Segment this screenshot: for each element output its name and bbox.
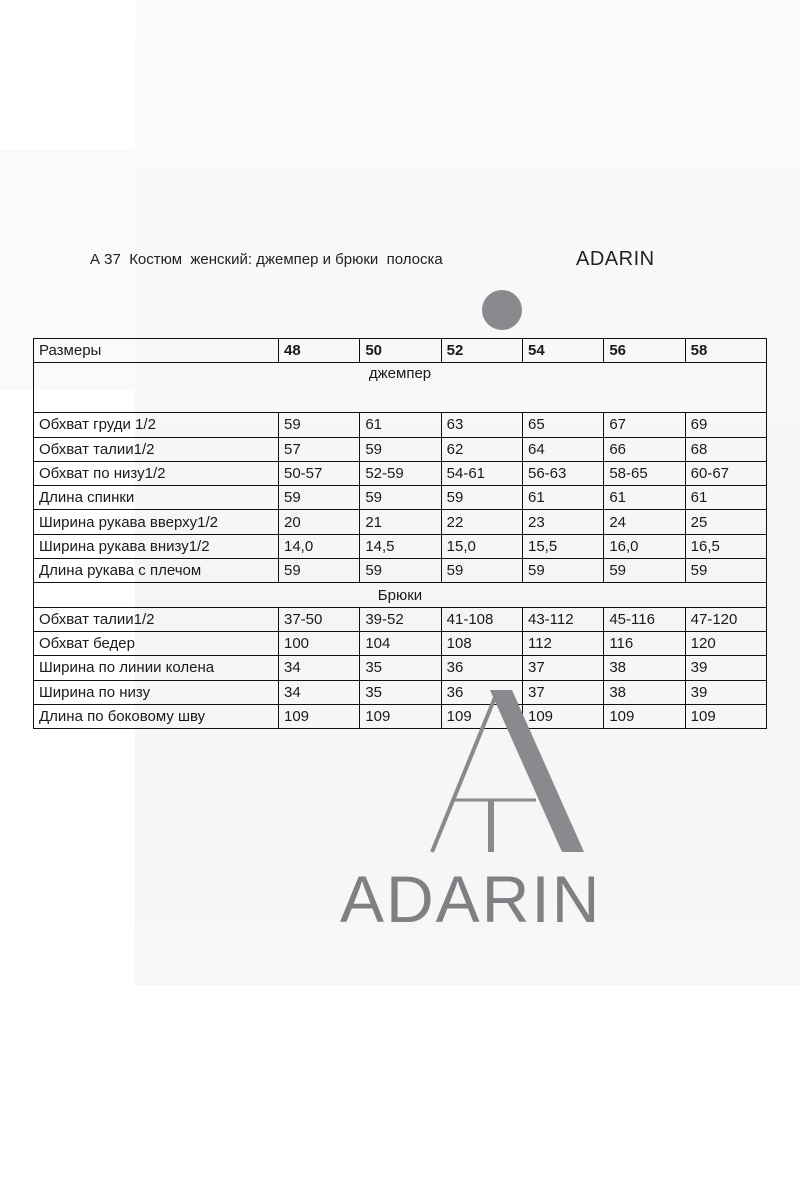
measure-value: 59 — [360, 437, 441, 461]
measure-value: 23 — [522, 510, 603, 534]
measure-value: 50-57 — [279, 461, 360, 485]
table-row — [34, 437, 767, 461]
measure-value: 66 — [604, 437, 685, 461]
logo-inner-bar — [488, 800, 494, 852]
measure-value: 45-116 — [604, 607, 685, 631]
measure-value: 56-63 — [522, 461, 603, 485]
measure-value: 62 — [441, 437, 522, 461]
measure-value: 37 — [522, 680, 603, 704]
measure-value: 108 — [441, 631, 522, 655]
measure-value: 24 — [604, 510, 685, 534]
measure-value: 15,5 — [522, 534, 603, 558]
document-header — [90, 248, 690, 272]
size-chart-table — [33, 338, 767, 729]
measure-value: 120 — [685, 631, 766, 655]
color-swatch — [482, 290, 522, 330]
measure-value: 20 — [279, 510, 360, 534]
section-title-trousers: Брюки — [34, 583, 767, 607]
measure-label: Ширина по низу — [34, 680, 279, 704]
measure-value: 25 — [685, 510, 766, 534]
measure-value: 59 — [279, 413, 360, 437]
section-row — [34, 363, 767, 413]
measure-label: Ширина рукава внизу1/2 — [34, 534, 279, 558]
measure-value: 52-59 — [360, 461, 441, 485]
size-header: 54 — [522, 339, 603, 363]
measure-value: 61 — [360, 413, 441, 437]
product-title: А 37 Костюм женский: джемпер и брюки полоска — [90, 251, 443, 268]
measure-label: Длина спинки — [34, 486, 279, 510]
measure-value: 36 — [441, 656, 522, 680]
measure-value: 104 — [360, 631, 441, 655]
measure-value: 41-108 — [441, 607, 522, 631]
measure-label: Длина по боковому шву — [34, 704, 279, 728]
measure-value: 22 — [441, 510, 522, 534]
measure-value: 100 — [279, 631, 360, 655]
table-row — [34, 559, 767, 583]
measure-value: 59 — [604, 559, 685, 583]
measure-value: 35 — [360, 656, 441, 680]
measure-value: 61 — [522, 486, 603, 510]
measure-value: 58-65 — [604, 461, 685, 485]
measure-value: 39-52 — [360, 607, 441, 631]
table-row — [34, 510, 767, 534]
measure-value: 68 — [685, 437, 766, 461]
measure-value: 39 — [685, 680, 766, 704]
measure-value: 14,0 — [279, 534, 360, 558]
measure-value: 64 — [522, 437, 603, 461]
measure-value: 109 — [604, 704, 685, 728]
measure-value: 14,5 — [360, 534, 441, 558]
measure-value: 15,0 — [441, 534, 522, 558]
brand-name: ADARIN — [576, 248, 655, 270]
measure-value: 67 — [604, 413, 685, 437]
table-row — [34, 413, 767, 437]
measure-value: 59 — [441, 486, 522, 510]
measure-label: Ширина по линии колена — [34, 656, 279, 680]
measure-value: 54-61 — [441, 461, 522, 485]
table-row — [34, 486, 767, 510]
measure-label: Обхват груди 1/2 — [34, 413, 279, 437]
measure-value: 34 — [279, 680, 360, 704]
measure-label: Обхват по низу1/2 — [34, 461, 279, 485]
measure-value: 34 — [279, 656, 360, 680]
measure-value: 60-67 — [685, 461, 766, 485]
table-row — [34, 656, 767, 680]
section-row — [34, 583, 767, 607]
section-title-jumper: джемпер — [34, 363, 767, 413]
size-header: 56 — [604, 339, 685, 363]
measure-label: Длина рукава с плечом — [34, 559, 279, 583]
measure-value: 61 — [604, 486, 685, 510]
measure-value: 59 — [360, 486, 441, 510]
measure-value: 59 — [522, 559, 603, 583]
measure-value: 16,5 — [685, 534, 766, 558]
measure-value: 16,0 — [604, 534, 685, 558]
measure-value: 109 — [441, 704, 522, 728]
measure-value: 109 — [685, 704, 766, 728]
table-row — [34, 607, 767, 631]
measure-label: Обхват бедер — [34, 631, 279, 655]
table-row — [34, 534, 767, 558]
measure-value: 43-112 — [522, 607, 603, 631]
measure-value: 59 — [441, 559, 522, 583]
measure-value: 109 — [522, 704, 603, 728]
measure-value: 37 — [522, 656, 603, 680]
measure-value: 59 — [279, 559, 360, 583]
header-label: Размеры — [34, 339, 279, 363]
size-header: 58 — [685, 339, 766, 363]
measure-value: 109 — [279, 704, 360, 728]
logo-right-stroke — [490, 690, 584, 852]
measure-value: 59 — [360, 559, 441, 583]
brand-logo-wordmark: ADARIN — [340, 862, 602, 936]
measure-value: 69 — [685, 413, 766, 437]
measure-value: 21 — [360, 510, 441, 534]
measure-label: Ширина рукава вверху1/2 — [34, 510, 279, 534]
measure-value: 112 — [522, 631, 603, 655]
size-header: 48 — [279, 339, 360, 363]
measure-value: 57 — [279, 437, 360, 461]
size-header: 50 — [360, 339, 441, 363]
size-header: 52 — [441, 339, 522, 363]
measure-value: 63 — [441, 413, 522, 437]
table-row — [34, 461, 767, 485]
table-header-row — [34, 339, 767, 363]
measure-value: 38 — [604, 656, 685, 680]
measure-value: 35 — [360, 680, 441, 704]
measure-value: 36 — [441, 680, 522, 704]
measure-value: 116 — [604, 631, 685, 655]
measure-value: 38 — [604, 680, 685, 704]
measure-value: 65 — [522, 413, 603, 437]
measure-label: Обхват талии1/2 — [34, 437, 279, 461]
measure-label: Обхват талии1/2 — [34, 607, 279, 631]
measure-value: 61 — [685, 486, 766, 510]
measure-value: 109 — [360, 704, 441, 728]
table-row — [34, 631, 767, 655]
measure-value: 59 — [279, 486, 360, 510]
measure-value: 59 — [685, 559, 766, 583]
measure-value: 47-120 — [685, 607, 766, 631]
measure-value: 37-50 — [279, 607, 360, 631]
measure-value: 39 — [685, 656, 766, 680]
